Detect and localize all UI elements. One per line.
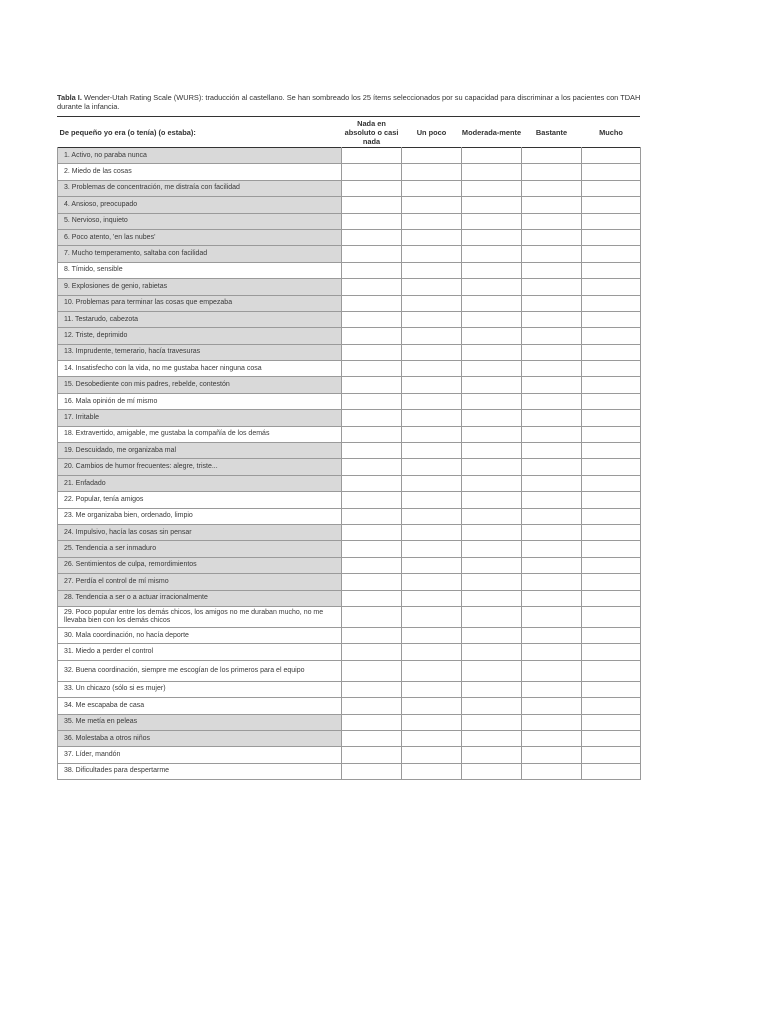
table-row (58, 410, 641, 426)
answer-cell-un-poco[interactable] (402, 328, 462, 344)
answer-cell-bastante[interactable] (522, 311, 582, 327)
item-label: 37. Líder, mandón (58, 747, 342, 763)
answer-cell-un-poco[interactable] (402, 377, 462, 393)
caption-text: Wender-Utah Rating Scale (WURS): traducción al castellano. Se han sombreado los 25 ítems seleccionados por su capacidad para discriminar a los pacientes con TDAH durante la infancia. (57, 93, 641, 111)
answer-cell-nada[interactable] (342, 377, 402, 393)
table-row (58, 443, 641, 459)
answer-cell-bastante[interactable] (522, 627, 582, 643)
answer-cell-mucho[interactable] (582, 213, 641, 229)
item-label: 34. Me escapaba de casa (58, 698, 342, 714)
answer-cell-un-poco[interactable] (402, 590, 462, 606)
answer-cell-nada[interactable] (342, 295, 402, 311)
answer-cell-mucho[interactable] (582, 426, 641, 442)
answer-cell-un-poco[interactable] (402, 541, 462, 557)
answer-cell-moderadamente[interactable] (462, 714, 522, 730)
item-label: 11. Testarudo, cabezota (58, 311, 342, 327)
answer-cell-moderadamente[interactable] (462, 410, 522, 426)
answer-cell-moderadamente[interactable] (462, 475, 522, 491)
answer-cell-mucho[interactable] (582, 311, 641, 327)
answer-cell-mucho[interactable] (582, 574, 641, 590)
answer-cell-un-poco[interactable] (402, 508, 462, 524)
table-row (58, 524, 641, 540)
answer-cell-bastante[interactable] (522, 361, 582, 377)
table-row (58, 279, 641, 295)
answer-cell-moderadamente[interactable] (462, 229, 522, 245)
answer-cell-mucho[interactable] (582, 377, 641, 393)
answer-cell-nada[interactable] (342, 627, 402, 643)
table-row (58, 730, 641, 746)
answer-cell-nada[interactable] (342, 574, 402, 590)
answer-cell-un-poco[interactable] (402, 164, 462, 180)
answer-cell-un-poco[interactable] (402, 213, 462, 229)
answer-cell-moderadamente[interactable] (462, 508, 522, 524)
answer-cell-mucho[interactable] (582, 747, 641, 763)
answer-cell-moderadamente[interactable] (462, 295, 522, 311)
answer-cell-mucho[interactable] (582, 524, 641, 540)
answer-cell-nada[interactable] (342, 698, 402, 714)
item-label: 33. Un chicazo (sólo si es mujer) (58, 681, 342, 697)
answer-cell-moderadamente[interactable] (462, 541, 522, 557)
table-row (58, 393, 641, 409)
table-caption (57, 93, 647, 111)
item-label: 9. Explosiones de genio, rabietas (58, 279, 342, 295)
item-label: 10. Problemas para terminar las cosas que empezaba (58, 295, 342, 311)
answer-cell-bastante[interactable] (522, 328, 582, 344)
answer-cell-moderadamente[interactable] (462, 344, 522, 360)
answer-cell-mucho[interactable] (582, 279, 641, 295)
answer-cell-moderadamente[interactable] (462, 164, 522, 180)
header-option-mucho: Mucho (599, 127, 623, 137)
answer-cell-mucho[interactable] (582, 410, 641, 426)
answer-cell-bastante[interactable] (522, 524, 582, 540)
answer-cell-un-poco[interactable] (402, 148, 462, 164)
answer-cell-mucho[interactable] (582, 344, 641, 360)
answer-cell-un-poco[interactable] (402, 660, 462, 681)
table-row (58, 148, 641, 164)
answer-cell-nada[interactable] (342, 426, 402, 442)
answer-cell-mucho[interactable] (582, 660, 641, 681)
table-row (58, 698, 641, 714)
answer-cell-bastante[interactable] (522, 180, 582, 196)
answer-cell-moderadamente[interactable] (462, 763, 522, 779)
answer-cell-nada[interactable] (342, 660, 402, 681)
answer-cell-bastante[interactable] (522, 557, 582, 573)
header-option-un-poco: Un poco (416, 127, 447, 137)
answer-cell-moderadamente[interactable] (462, 698, 522, 714)
table-row (58, 213, 641, 229)
answer-cell-nada[interactable] (342, 148, 402, 164)
answer-cell-nada[interactable] (342, 541, 402, 557)
item-label: 12. Triste, deprimido (58, 328, 342, 344)
answer-cell-moderadamente[interactable] (462, 627, 522, 643)
item-label: 30. Mala coordinación, no hacía deporte (58, 627, 342, 643)
answer-cell-moderadamente[interactable] (462, 606, 522, 627)
answer-cell-nada[interactable] (342, 475, 402, 491)
answer-cell-mucho[interactable] (582, 459, 641, 475)
answer-cell-un-poco[interactable] (402, 698, 462, 714)
item-label: 25. Tendencia a ser inmaduro (58, 541, 342, 557)
answer-cell-bastante[interactable] (522, 164, 582, 180)
answer-cell-mucho[interactable] (582, 295, 641, 311)
answer-cell-bastante[interactable] (522, 393, 582, 409)
item-label: 27. Perdía el control de mí mismo (58, 574, 342, 590)
item-label: 2. Miedo de las cosas (58, 164, 342, 180)
answer-cell-nada[interactable] (342, 164, 402, 180)
answer-cell-un-poco[interactable] (402, 262, 462, 278)
answer-cell-un-poco[interactable] (402, 492, 462, 508)
header-row (58, 117, 641, 148)
header-option-moderadamente: Moderada-mente (461, 127, 522, 137)
answer-cell-mucho[interactable] (582, 229, 641, 245)
answer-cell-nada[interactable] (342, 279, 402, 295)
header-option-bastante: Bastante (535, 127, 568, 137)
table-row (58, 574, 641, 590)
answer-cell-mucho[interactable] (582, 262, 641, 278)
answer-cell-moderadamente[interactable] (462, 524, 522, 540)
answer-cell-un-poco[interactable] (402, 763, 462, 779)
item-label: 32. Buena coordinación, siempre me escogían de los primeros para el equipo (58, 660, 342, 681)
answer-cell-nada[interactable] (342, 328, 402, 344)
item-label: 4. Ansioso, preocupado (58, 197, 342, 213)
table-row (58, 557, 641, 573)
answer-cell-mucho[interactable] (582, 148, 641, 164)
answer-cell-moderadamente[interactable] (462, 311, 522, 327)
answer-cell-bastante[interactable] (522, 279, 582, 295)
item-label: 24. Impulsivo, hacía las cosas sin pensar (58, 524, 342, 540)
answer-cell-moderadamente[interactable] (462, 279, 522, 295)
answer-cell-nada[interactable] (342, 459, 402, 475)
answer-cell-nada[interactable] (342, 410, 402, 426)
answer-cell-bastante[interactable] (522, 644, 582, 660)
answer-cell-bastante[interactable] (522, 492, 582, 508)
answer-cell-mucho[interactable] (582, 361, 641, 377)
item-label: 19. Descuidado, me organizaba mal (58, 443, 342, 459)
answer-cell-mucho[interactable] (582, 606, 641, 627)
answer-cell-nada[interactable] (342, 180, 402, 196)
answer-cell-un-poco[interactable] (402, 730, 462, 746)
answer-cell-bastante[interactable] (522, 574, 582, 590)
answer-cell-mucho[interactable] (582, 698, 641, 714)
answer-cell-bastante[interactable] (522, 590, 582, 606)
item-label: 38. Dificultades para despertarme (58, 763, 342, 779)
answer-cell-nada[interactable] (342, 557, 402, 573)
answer-cell-nada[interactable] (342, 262, 402, 278)
answer-cell-un-poco[interactable] (402, 574, 462, 590)
table-row (58, 164, 641, 180)
answer-cell-mucho[interactable] (582, 443, 641, 459)
table-row (58, 475, 641, 491)
answer-cell-un-poco[interactable] (402, 246, 462, 262)
answer-cell-bastante[interactable] (522, 698, 582, 714)
answer-cell-moderadamente[interactable] (462, 393, 522, 409)
answer-cell-moderadamente[interactable] (462, 590, 522, 606)
answer-cell-mucho[interactable] (582, 714, 641, 730)
answer-cell-nada[interactable] (342, 229, 402, 245)
item-label: 29. Poco popular entre los demás chicos, los amigos no me duraban mucho, no me llevaba bien con los demás chicos (58, 606, 342, 627)
item-label: 22. Popular, tenía amigos (58, 492, 342, 508)
table-row (58, 197, 641, 213)
answer-cell-bastante[interactable] (522, 197, 582, 213)
table-row (58, 590, 641, 606)
answer-cell-un-poco[interactable] (402, 426, 462, 442)
answer-cell-un-poco[interactable] (402, 279, 462, 295)
item-label: 6. Poco atento, 'en las nubes' (58, 229, 342, 245)
answer-cell-un-poco[interactable] (402, 295, 462, 311)
item-label: 8. Tímido, sensible (58, 262, 342, 278)
answer-cell-nada[interactable] (342, 644, 402, 660)
table-row (58, 459, 641, 475)
table-row (58, 377, 641, 393)
item-label: 26. Sentimientos de culpa, remordimientos (58, 557, 342, 573)
table-row (58, 295, 641, 311)
answer-cell-mucho[interactable] (582, 541, 641, 557)
answer-cell-moderadamente[interactable] (462, 262, 522, 278)
wurs-table (57, 117, 641, 780)
answer-cell-moderadamente[interactable] (462, 197, 522, 213)
answer-cell-bastante[interactable] (522, 443, 582, 459)
answer-cell-bastante[interactable] (522, 377, 582, 393)
answer-cell-bastante[interactable] (522, 213, 582, 229)
answer-cell-un-poco[interactable] (402, 393, 462, 409)
answer-cell-un-poco[interactable] (402, 344, 462, 360)
table-row (58, 644, 641, 660)
answer-cell-mucho[interactable] (582, 627, 641, 643)
answer-cell-bastante[interactable] (522, 246, 582, 262)
answer-cell-nada[interactable] (342, 747, 402, 763)
answer-cell-moderadamente[interactable] (462, 660, 522, 681)
answer-cell-nada[interactable] (342, 311, 402, 327)
table-row (58, 311, 641, 327)
answer-cell-nada[interactable] (342, 443, 402, 459)
answer-cell-moderadamente[interactable] (462, 328, 522, 344)
table-row (58, 361, 641, 377)
answer-cell-nada[interactable] (342, 524, 402, 540)
table-row (58, 492, 641, 508)
answer-cell-un-poco[interactable] (402, 197, 462, 213)
answer-cell-un-poco[interactable] (402, 747, 462, 763)
item-label: 17. Irritable (58, 410, 342, 426)
answer-cell-mucho[interactable] (582, 644, 641, 660)
item-label: 28. Tendencia a ser o a actuar irracionalmente (58, 590, 342, 606)
answer-cell-bastante[interactable] (522, 730, 582, 746)
answer-cell-mucho[interactable] (582, 393, 641, 409)
answer-cell-mucho[interactable] (582, 475, 641, 491)
answer-cell-nada[interactable] (342, 763, 402, 779)
table-row (58, 763, 641, 779)
answer-cell-moderadamente[interactable] (462, 730, 522, 746)
answer-cell-bastante[interactable] (522, 660, 582, 681)
answer-cell-moderadamente[interactable] (462, 426, 522, 442)
answer-cell-moderadamente[interactable] (462, 747, 522, 763)
answer-cell-un-poco[interactable] (402, 311, 462, 327)
answer-cell-bastante[interactable] (522, 763, 582, 779)
answer-cell-un-poco[interactable] (402, 714, 462, 730)
answer-cell-bastante[interactable] (522, 475, 582, 491)
answer-cell-mucho[interactable] (582, 763, 641, 779)
answer-cell-mucho[interactable] (582, 246, 641, 262)
item-label: 35. Me metía en peleas (58, 714, 342, 730)
answer-cell-bastante[interactable] (522, 606, 582, 627)
table-row (58, 229, 641, 245)
answer-cell-nada[interactable] (342, 606, 402, 627)
answer-cell-nada[interactable] (342, 730, 402, 746)
answer-cell-nada[interactable] (342, 681, 402, 697)
answer-cell-mucho[interactable] (582, 557, 641, 573)
answer-cell-nada[interactable] (342, 344, 402, 360)
table-row (58, 426, 641, 442)
answer-cell-nada[interactable] (342, 197, 402, 213)
table-row (58, 660, 641, 681)
table-row (58, 246, 641, 262)
table-row (58, 714, 641, 730)
answer-cell-un-poco[interactable] (402, 681, 462, 697)
item-label: 14. Insatisfecho con la vida, no me gustaba hacer ninguna cosa (58, 361, 342, 377)
answer-cell-bastante[interactable] (522, 541, 582, 557)
answer-cell-bastante[interactable] (522, 229, 582, 245)
table-row (58, 606, 641, 627)
item-label: 23. Me organizaba bien, ordenado, limpio (58, 508, 342, 524)
answer-cell-un-poco[interactable] (402, 475, 462, 491)
answer-cell-moderadamente[interactable] (462, 459, 522, 475)
answer-cell-un-poco[interactable] (402, 410, 462, 426)
answer-cell-bastante[interactable] (522, 747, 582, 763)
wurs-table-container (57, 116, 640, 780)
answer-cell-moderadamente[interactable] (462, 557, 522, 573)
answer-cell-moderadamente[interactable] (462, 361, 522, 377)
answer-cell-bastante[interactable] (522, 508, 582, 524)
answer-cell-mucho[interactable] (582, 730, 641, 746)
table-row (58, 344, 641, 360)
answer-cell-moderadamente[interactable] (462, 213, 522, 229)
answer-cell-moderadamente[interactable] (462, 246, 522, 262)
answer-cell-bastante[interactable] (522, 426, 582, 442)
item-label: 31. Miedo a perder el control (58, 644, 342, 660)
item-label: 15. Desobediente con mis padres, rebelde, contestón (58, 377, 342, 393)
header-question: De pequeño yo era (o tenía) (o estaba): (59, 127, 196, 137)
item-label: 5. Nervioso, inquieto (58, 213, 342, 229)
answer-cell-bastante[interactable] (522, 344, 582, 360)
table-row (58, 262, 641, 278)
answer-cell-nada[interactable] (342, 492, 402, 508)
answer-cell-moderadamente[interactable] (462, 644, 522, 660)
answer-cell-bastante[interactable] (522, 714, 582, 730)
table-row (58, 180, 641, 196)
answer-cell-nada[interactable] (342, 213, 402, 229)
answer-cell-un-poco[interactable] (402, 443, 462, 459)
table-row (58, 541, 641, 557)
answer-cell-un-poco[interactable] (402, 557, 462, 573)
answer-cell-bastante[interactable] (522, 410, 582, 426)
item-label: 20. Cambios de humor frecuentes: alegre, triste... (58, 459, 342, 475)
table-body (58, 148, 641, 780)
answer-cell-un-poco[interactable] (402, 229, 462, 245)
answer-cell-mucho[interactable] (582, 590, 641, 606)
header-option-nada: Nada en absoluto o casi nada (344, 118, 399, 146)
item-label: 7. Mucho temperamento, saltaba con facilidad (58, 246, 342, 262)
answer-cell-bastante[interactable] (522, 262, 582, 278)
answer-cell-nada[interactable] (342, 508, 402, 524)
answer-cell-moderadamente[interactable] (462, 681, 522, 697)
answer-cell-un-poco[interactable] (402, 361, 462, 377)
item-label: 3. Problemas de concentración, me distraía con facilidad (58, 180, 342, 196)
answer-cell-moderadamente[interactable] (462, 180, 522, 196)
answer-cell-moderadamente[interactable] (462, 492, 522, 508)
answer-cell-moderadamente[interactable] (462, 443, 522, 459)
answer-cell-un-poco[interactable] (402, 180, 462, 196)
answer-cell-moderadamente[interactable] (462, 148, 522, 164)
table-row (58, 627, 641, 643)
item-label: 16. Mala opinión de mí mismo (58, 393, 342, 409)
answer-cell-nada[interactable] (342, 714, 402, 730)
answer-cell-un-poco[interactable] (402, 524, 462, 540)
item-label: 36. Molestaba a otros niños (58, 730, 342, 746)
answer-cell-bastante[interactable] (522, 459, 582, 475)
answer-cell-mucho[interactable] (582, 197, 641, 213)
answer-cell-nada[interactable] (342, 246, 402, 262)
item-label: 18. Extravertido, amigable, me gustaba la compañía de los demás (58, 426, 342, 442)
table-row (58, 681, 641, 697)
answer-cell-mucho[interactable] (582, 328, 641, 344)
answer-cell-un-poco[interactable] (402, 459, 462, 475)
caption-bold: Tabla I. (57, 93, 82, 102)
answer-cell-nada[interactable] (342, 361, 402, 377)
item-label: 13. Imprudente, temerario, hacía travesuras (58, 344, 342, 360)
answer-cell-moderadamente[interactable] (462, 377, 522, 393)
answer-cell-mucho[interactable] (582, 492, 641, 508)
item-label: 1. Activo, no paraba nunca (58, 148, 342, 164)
item-label: 21. Enfadado (58, 475, 342, 491)
answer-cell-mucho[interactable] (582, 508, 641, 524)
answer-cell-moderadamente[interactable] (462, 574, 522, 590)
answer-cell-bastante[interactable] (522, 681, 582, 697)
table-row (58, 508, 641, 524)
answer-cell-mucho[interactable] (582, 681, 641, 697)
table-row (58, 328, 641, 344)
answer-cell-un-poco[interactable] (402, 606, 462, 627)
answer-cell-mucho[interactable] (582, 164, 641, 180)
answer-cell-un-poco[interactable] (402, 644, 462, 660)
table-row (58, 747, 641, 763)
answer-cell-un-poco[interactable] (402, 627, 462, 643)
answer-cell-nada[interactable] (342, 590, 402, 606)
answer-cell-bastante[interactable] (522, 148, 582, 164)
answer-cell-mucho[interactable] (582, 180, 641, 196)
answer-cell-bastante[interactable] (522, 295, 582, 311)
answer-cell-nada[interactable] (342, 393, 402, 409)
